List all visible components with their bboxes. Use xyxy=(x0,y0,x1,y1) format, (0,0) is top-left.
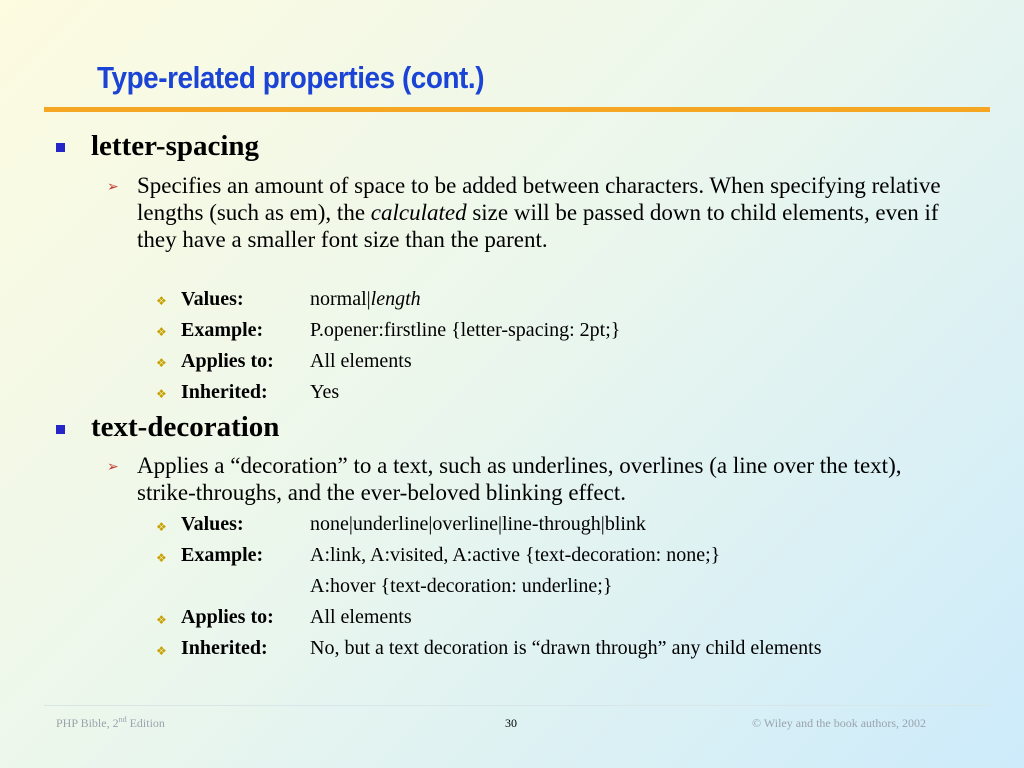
prop-value: A:hover {text-decoration: underline;} xyxy=(310,575,613,597)
square-bullet-icon xyxy=(56,425,65,434)
chevron-bullet-icon: ➢ xyxy=(107,179,119,195)
chevron-bullet-icon: ➢ xyxy=(107,459,119,475)
text-decoration-description: Applies a “decoration” to a text, such as underlines, overlines (a line over the text), strike-throughs, and the ever-beloved blinking effect. xyxy=(137,453,902,505)
prop-label: Values: xyxy=(181,513,244,535)
diamond-bullet-icon: ❖ xyxy=(156,325,167,339)
diamond-bullet-icon: ❖ xyxy=(156,294,167,308)
prop-value: No, but a text decoration is “drawn through” any child elements xyxy=(310,637,822,659)
diamond-bullet-icon: ❖ xyxy=(156,644,167,658)
title-divider xyxy=(44,107,990,112)
section-heading-letter-spacing: letter-spacing xyxy=(91,130,260,162)
diamond-bullet-icon: ❖ xyxy=(156,613,167,627)
diamond-bullet-icon: ❖ xyxy=(156,387,167,401)
diamond-bullet-icon: ❖ xyxy=(156,520,167,534)
prop-value: P.opener:firstline {letter-spacing: 2pt;} xyxy=(310,319,621,341)
footer-book-title: PHP Bible, 2nd Edition xyxy=(56,715,165,730)
section-heading-text-decoration: text-decoration xyxy=(91,411,280,443)
diamond-bullet-icon: ❖ xyxy=(156,551,167,565)
footer-divider xyxy=(44,705,990,706)
prop-label: Inherited: xyxy=(181,637,268,659)
prop-label: Example: xyxy=(181,544,264,566)
square-bullet-icon xyxy=(56,143,65,152)
slide-title: Type-related properties (cont.) xyxy=(97,60,485,95)
prop-label: Values: xyxy=(181,288,244,310)
prop-label: Example: xyxy=(181,319,264,341)
diamond-bullet-icon: ❖ xyxy=(156,356,167,370)
prop-label: Applies to: xyxy=(181,350,274,372)
footer-copyright: © Wiley and the book authors, 2002 xyxy=(752,716,927,730)
prop-value: A:link, A:visited, A:active {text-decoration: none;} xyxy=(310,544,721,566)
prop-value: normal|length xyxy=(310,288,421,310)
prop-value: All elements xyxy=(310,606,412,628)
prop-value: All elements xyxy=(310,350,412,372)
letter-spacing-description: Specifies an amount of space to be added between characters. When specifying relative lengths (such as em), the calculated size will be passed down to child elements, even if they have a smaller font size than the parent. xyxy=(137,173,941,252)
prop-label: Applies to: xyxy=(181,606,274,628)
prop-value: Yes xyxy=(310,381,340,403)
prop-value: none|underline|overline|line-through|blink xyxy=(310,513,646,535)
prop-label: Inherited: xyxy=(181,381,268,403)
page-number: 30 xyxy=(505,716,517,730)
